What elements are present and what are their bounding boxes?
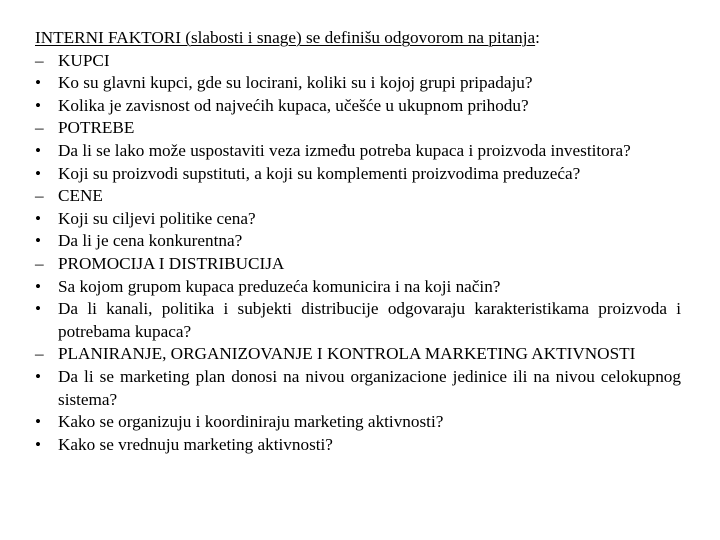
question-text: Ko su glavni kupci, gde su locirani, koliki su i kojoj grupi pripadaju? <box>58 73 533 93</box>
section-title: CENE <box>58 186 103 206</box>
list-item <box>35 366 681 411</box>
question-text: Da li se marketing plan donosi na nivou organizacione jedinice ili na nivou celokupnog sistema? <box>58 366 681 409</box>
question-text: Koji su ciljevi politike cena? <box>58 208 256 228</box>
question-list <box>35 50 681 457</box>
bullet-marker: • <box>35 276 42 296</box>
bullet-marker: • <box>35 163 42 183</box>
question-text: Koji su proizvodi supstituti, a koji su komplementi proizvodima preduzeća? <box>58 163 581 183</box>
heading-text: INTERNI FAKTORI (slabosti i snage) se definišu odgovorom na pitanja <box>35 28 536 47</box>
question-text: Kako se vrednuju marketing aktivnosti? <box>58 434 333 454</box>
list-item-section <box>35 343 681 366</box>
dash-marker: – <box>35 118 44 138</box>
question-text: Da li se lako može uspostaviti veza između potreba kupaca i proizvoda investitora? <box>58 140 631 160</box>
heading <box>35 27 681 50</box>
list-item <box>35 72 681 95</box>
list-item <box>35 411 681 434</box>
dash-marker: – <box>35 50 44 70</box>
bullet-marker: • <box>35 366 42 386</box>
bullet-marker: • <box>35 208 42 228</box>
slide-content <box>35 27 681 456</box>
bullet-marker: • <box>35 73 42 93</box>
list-item <box>35 434 681 457</box>
list-item <box>35 230 681 253</box>
section-title: PROMOCIJA I DISTRIBUCIJA <box>58 253 285 273</box>
list-item-section <box>35 185 681 208</box>
heading-colon: : <box>535 28 540 47</box>
list-item-section <box>35 253 681 276</box>
section-title: PLANIRANJE, ORGANIZOVANJE I KONTROLA MARKETING AKTIVNOSTI <box>58 344 636 364</box>
section-title: KUPCI <box>58 50 110 70</box>
question-text: Kako se organizuju i koordiniraju marketing aktivnosti? <box>58 412 444 432</box>
question-text: Da li kanali, politika i subjekti distribucije odgovaraju karakteristikama proizvoda i potrebama kupaca? <box>58 299 681 341</box>
dash-marker: – <box>35 344 44 364</box>
bullet-marker: • <box>35 412 42 432</box>
section-title: POTREBE <box>58 118 135 138</box>
question-text: Da li je cena konkurentna? <box>58 231 243 251</box>
bullet-marker: • <box>35 95 42 115</box>
list-item <box>35 140 681 163</box>
list-item <box>35 208 681 231</box>
list-item <box>35 95 681 118</box>
list-item <box>35 163 681 186</box>
list-item-section <box>35 50 681 73</box>
list-item <box>35 298 681 343</box>
bullet-marker: • <box>35 299 42 319</box>
list-item <box>35 276 681 299</box>
dash-marker: – <box>35 253 44 273</box>
dash-marker: – <box>35 186 44 206</box>
bullet-marker: • <box>35 434 42 454</box>
bullet-marker: • <box>35 140 42 160</box>
question-text: Sa kojom grupom kupaca preduzeća komunicira i na koji način? <box>58 276 501 296</box>
list-item-section <box>35 117 681 140</box>
bullet-marker: • <box>35 231 42 251</box>
question-text: Kolika je zavisnost od najvećih kupaca, učešće u ukupnom prihodu? <box>58 95 529 115</box>
